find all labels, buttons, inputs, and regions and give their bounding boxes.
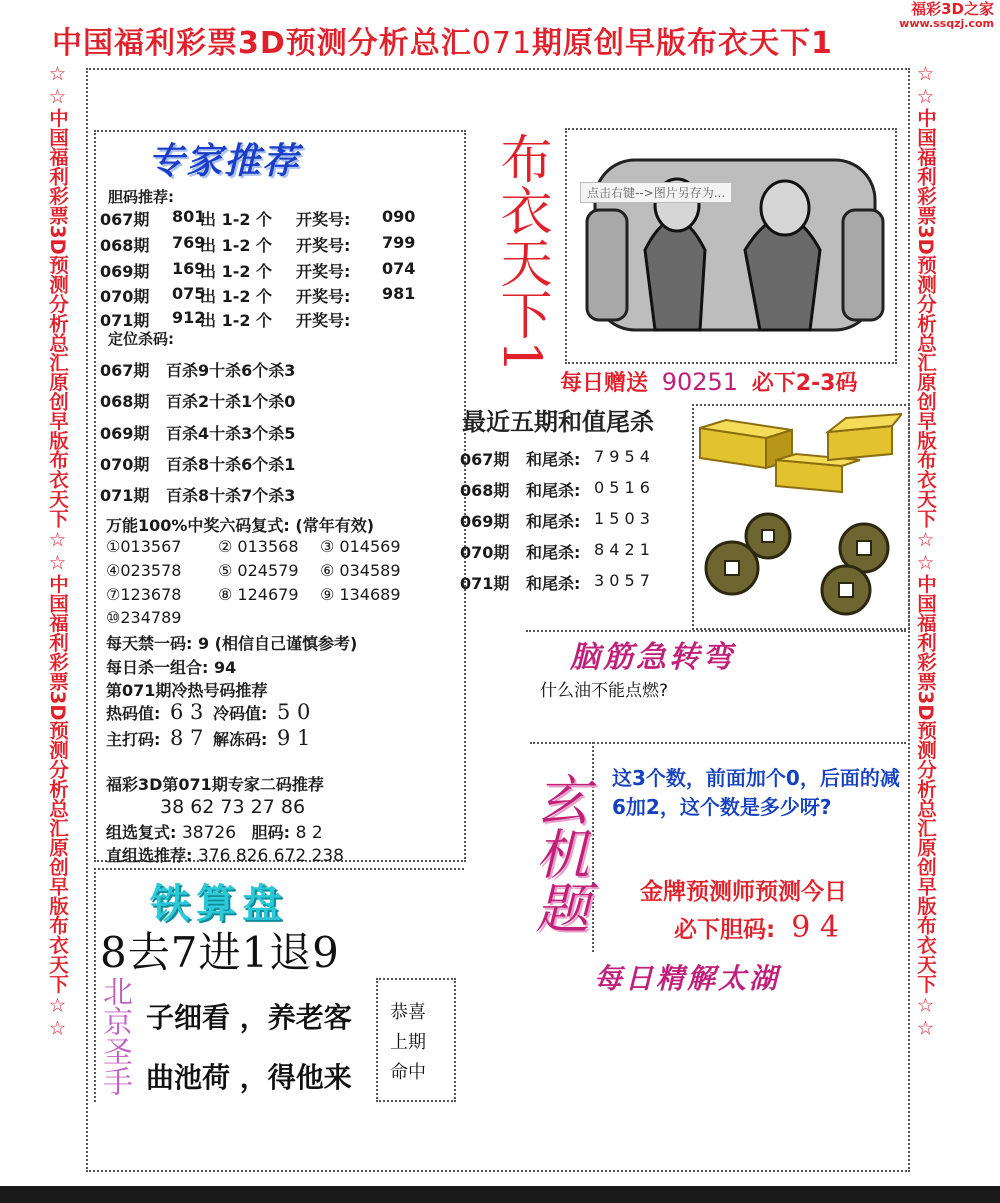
six-code-item: ⑥ 034589 xyxy=(320,561,401,580)
group-dan-value: 8 2 xyxy=(295,823,323,843)
sum-period: 070期 xyxy=(460,543,510,562)
sum-period: 068期 xyxy=(460,481,510,500)
two-old-men-illustration xyxy=(585,150,885,340)
sum-value: 0 5 1 6 xyxy=(594,478,650,497)
must-dan-label: 必下胆码: xyxy=(674,917,776,943)
sum-label: 和尾杀: xyxy=(526,481,581,500)
dan-code: 075 xyxy=(172,284,206,303)
six-code-item: ⑧ 124679 xyxy=(218,585,299,604)
sum-period: 069期 xyxy=(460,512,510,531)
kill-combo: 每日杀一组合: 94 xyxy=(106,658,237,677)
page-title xyxy=(52,18,833,62)
dan-period: 070期 xyxy=(100,287,150,306)
daily-gift xyxy=(560,366,857,397)
six-code-item: ①013567 xyxy=(106,537,182,556)
abacus-title: 铁算盘 xyxy=(150,881,288,927)
dan-title: 胆码推荐: xyxy=(108,188,174,206)
dan-period: 071期 xyxy=(100,311,150,330)
cold-label: 冷码值: xyxy=(212,704,268,723)
daily-gift-code: 90251 xyxy=(661,368,739,396)
group-row xyxy=(106,820,323,843)
dan-period: 069期 xyxy=(100,262,150,281)
sum-period: 071期 xyxy=(460,574,510,593)
sum-period: 067期 xyxy=(460,450,510,469)
thaw-value: 9 1 xyxy=(276,726,311,750)
direct-row xyxy=(106,843,344,866)
sum-tail-title: 最近五期和值尾杀 xyxy=(462,407,654,436)
sum-value: 8 4 2 1 xyxy=(594,540,650,559)
title-tail: 期原创早版布衣天下1 xyxy=(532,26,833,61)
riddle-label xyxy=(528,772,588,934)
cartoon-image xyxy=(585,150,885,340)
group-label: 组选复式: xyxy=(106,823,177,842)
title-main: 中国福利彩票3D预测分析总汇 xyxy=(52,26,472,61)
dan-label: 开奖号: xyxy=(296,236,351,255)
sum-value: 1 5 0 3 xyxy=(594,509,650,528)
gold-coins-image xyxy=(696,408,902,624)
kill-period: 071期 xyxy=(100,486,150,505)
right-side-banner: ☆☆中国福利彩票3D预测分析总汇原创早版布衣天下☆☆中国福利彩票3D预测分析总汇原创早版布衣天下☆☆ xyxy=(914,62,937,1040)
dan-period: 067期 xyxy=(100,210,150,229)
brand-site: www.ssqzj.com xyxy=(899,16,994,30)
six-code-item: ④023578 xyxy=(106,561,182,580)
dan-period: 068期 xyxy=(100,236,150,255)
cold-value: 5 0 xyxy=(276,700,311,724)
dan-result: 090 xyxy=(382,207,416,226)
kill-text: 百杀4十杀3个杀5 xyxy=(166,424,296,443)
sum-label: 和尾杀: xyxy=(526,450,581,469)
direct-label: 直组选推荐: xyxy=(106,846,193,865)
vertical-title xyxy=(486,132,556,373)
two-code-title: 福彩3D第071期专家二码推荐 xyxy=(106,775,324,794)
vertical-title-text: 布衣天下1 xyxy=(491,132,551,374)
abacus-formula: 8去7进1退9 xyxy=(100,928,340,977)
brand-logo xyxy=(899,2,994,29)
kill-text: 百杀9十杀6个杀3 xyxy=(166,361,296,380)
gold-predictor-title: 金牌预测师预测今日 xyxy=(640,879,847,905)
six-code-item: ⑨ 134689 xyxy=(320,585,401,604)
dan-code: 169 xyxy=(172,259,206,278)
six-code-item: ⑩234789 xyxy=(106,608,182,627)
hot-row xyxy=(106,700,310,724)
main-value: 8 7 xyxy=(169,726,204,750)
dan-result: 799 xyxy=(382,233,416,252)
dan-label: 开奖号: xyxy=(296,311,351,330)
ban-one-code: 每天禁一码: 9 (相信自己谨慎参考) xyxy=(106,634,358,653)
two-codes: 38 62 73 27 86 xyxy=(160,796,306,818)
dan-out: 出 1-2 个 xyxy=(200,287,273,306)
expert-banner: 专家推荐 xyxy=(148,141,301,182)
hotcold-title: 第071期冷热号码推荐 xyxy=(106,681,268,700)
dan-out: 出 1-2 个 xyxy=(200,311,273,330)
riddle-text: 这3个数，前面加个0，后面的减6加2，这个数是多少呀? xyxy=(612,766,900,819)
dan-out: 出 1-2 个 xyxy=(200,236,273,255)
poem-side-text: 北京圣手 xyxy=(97,976,132,1096)
main-label: 主打码: xyxy=(106,730,161,749)
six-code-title: 万能100%中奖六码复式: (常年有效) xyxy=(106,516,375,535)
daily-gift-tail: 必下2-3码 xyxy=(751,371,858,396)
dan-label: 开奖号: xyxy=(296,262,351,281)
hot-value: 6 3 xyxy=(169,700,204,724)
direct-value: 376 826 672 238 xyxy=(197,846,344,866)
congrats-text: 恭喜上期命中 xyxy=(390,1002,426,1083)
kill-title: 定位杀码: xyxy=(108,330,174,348)
kill-period: 069期 xyxy=(100,424,150,443)
left-side-banner: ☆☆中国福利彩票3D预测分析总汇原创早版布衣天下☆☆中国福利彩票3D预测分析总汇原创早版布衣天下☆☆ xyxy=(46,62,69,1040)
main-row xyxy=(106,726,310,750)
dan-label: 开奖号: xyxy=(296,287,351,306)
kill-period: 070期 xyxy=(100,455,150,474)
dan-out: 出 1-2 个 xyxy=(200,210,273,229)
kill-text: 百杀8十杀7个杀3 xyxy=(166,486,296,505)
bottom-bar xyxy=(0,1186,1000,1203)
brand-name: 福彩3D之家 xyxy=(911,0,994,18)
dan-result: 074 xyxy=(382,259,416,278)
six-code-item: ⑤ 024579 xyxy=(218,561,299,580)
riddle-label-text: 玄机题 xyxy=(527,772,590,934)
sum-label: 和尾杀: xyxy=(526,543,581,562)
dan-out: 出 1-2 个 xyxy=(200,262,273,281)
sum-label: 和尾杀: xyxy=(526,512,581,531)
daily-gift-label: 每日赠送 xyxy=(560,371,649,396)
sum-label: 和尾杀: xyxy=(526,574,581,593)
save-image-tooltip: 点击右键-->图片另存为... xyxy=(580,182,732,203)
must-dan-value: 9 4 xyxy=(791,910,839,945)
sum-value: 7 9 5 4 xyxy=(594,447,650,466)
kill-period: 068期 xyxy=(100,392,150,411)
hot-label: 热码值: xyxy=(106,704,161,723)
poem-line-2: 曲池荷 ，得他来 xyxy=(146,1061,352,1094)
poem-side xyxy=(94,976,140,1096)
dan-code: 801 xyxy=(172,207,206,226)
poem-line-1: 子细看 ，养老客 xyxy=(146,1001,352,1034)
must-dan-row xyxy=(674,910,839,945)
group-dan-label: 胆码: xyxy=(251,823,291,842)
group-value: 38726 xyxy=(181,823,237,843)
six-code-item: ② 013568 xyxy=(218,537,299,556)
thaw-label: 解冻码: xyxy=(212,730,268,749)
six-code-item: ⑦123678 xyxy=(106,585,182,604)
sum-value: 3 0 5 7 xyxy=(594,571,650,590)
six-code-item: ③ 014569 xyxy=(320,537,401,556)
kill-text: 百杀2十杀1个杀0 xyxy=(166,392,296,411)
dan-code: 912 xyxy=(172,308,206,327)
dan-code: 769 xyxy=(172,233,206,252)
riddle-inner-frame xyxy=(592,742,594,952)
brain-title: 脑筋急转弯 xyxy=(570,640,735,675)
taihu-title: 每日精解太湖 xyxy=(594,962,781,995)
dan-label: 开奖号: xyxy=(296,210,351,229)
title-issue: 071 xyxy=(471,26,533,61)
kill-period: 067期 xyxy=(100,361,150,380)
dan-result: 981 xyxy=(382,284,416,303)
kill-text: 百杀8十杀6个杀1 xyxy=(166,455,296,474)
gold-bars-and-coins-illustration xyxy=(696,408,902,624)
brain-question: 什么油不能点燃? xyxy=(540,681,669,701)
